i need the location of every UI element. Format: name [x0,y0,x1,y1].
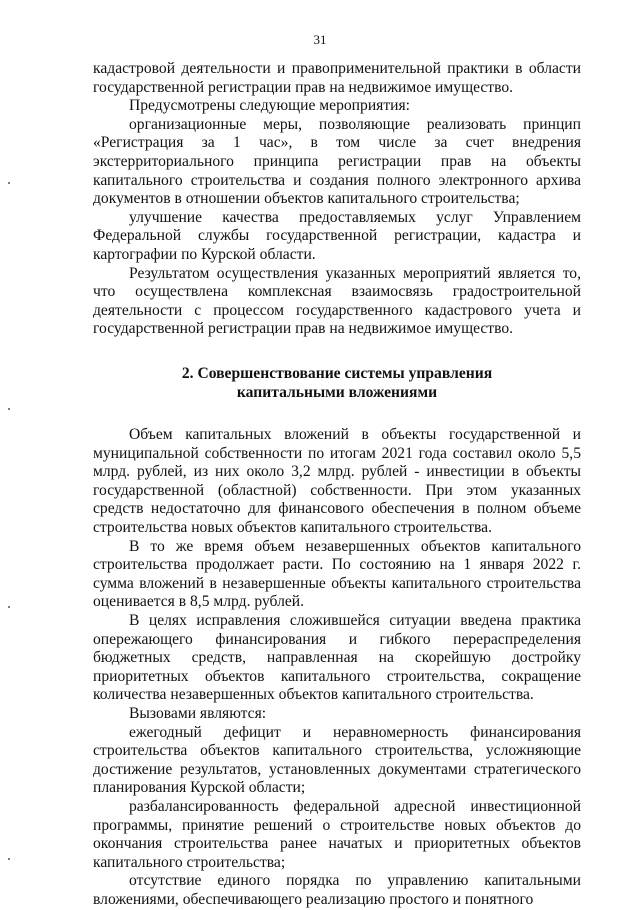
paragraph: В целях исправления сложившейся ситуации введена практика опережающего финансирования и гибкого перераспределения бюджетных средств, направленная на скорейшую достройку приоритетных объектов капитального строительства, сокращение количества незавершенных объектов капитального строительства. [93,612,581,704]
list-item: разбалансированность федеральной адресной инвестиционной программы, принятие решений о строительстве новых объектов до окончания строительства ранее начатых и приоритетных объектов капитального строительства; [93,797,581,871]
paragraph: кадастровой деятельности и правоприменительной практики в области государственной регистрации прав на недвижимое имущество. [93,60,581,96]
document-body [93,60,581,910]
section-heading-line: капитальными вложениями [236,383,438,401]
page-number: 31 [313,32,327,47]
list-item: отсутствие единого порядка по управлению капитальными вложениями, обеспечивающего реализацию простого и понятного [93,872,581,908]
list-item: организационные меры, позволяющие реализовать принцип «Регистрация за 1 час», в том числе за счет внедрения экстерриториального принципа регистрации прав на объекты капитального строительства и создания полного электронного архива документов в отношении объектов капитального строительства; [93,115,581,208]
section-heading-line: 2. Совершенствование системы управления [181,364,493,382]
paragraph: Предусмотрены следующие мероприятия: [129,97,411,115]
paragraph: В то же время объем незавершенных объектов капитального строительства продолжает расти. По состоянию на 1 января 2022 г. сумма вложений в незавершенные объекты капитального строительства оценивается в 8,5 млрд. рублей. [93,537,581,611]
scan-mark [8,182,10,184]
paragraph: Объем капитальных вложений в объекты государственной и муниципальной собственности по итогам 2021 года составил около 5,5 млрд. рублей, из них около 3,2 млрд. рублей - инвестиции в объекты государственной (областной) собственности. При этом указанных средств недостаточно для финансового обеспечения в полном объеме строительства новых объектов капитального строительства. [93,426,581,537]
paragraph: Вызовами являются: [129,705,267,722]
scan-mark [8,606,10,608]
list-item: улучшение качества предоставляемых услуг Управлением Федеральной службы государственной регистрации, кадастра и картографии по Курской области. [93,208,581,263]
scan-mark [8,858,10,860]
list-item: ежегодный дефицит и неравномерность финансирования строительства объектов капитального строительства, усложняющие достижение результатов, установленных документами стратегического планирования Курской области; [93,723,581,797]
scan-mark [8,408,10,410]
section-heading [93,365,581,402]
paragraph: Результатом осуществления указанных мероприятий является то, что осуществлена комплексная взаимосвязь градостроительной деятельности с процессом государственного кадастрового учета и государственной регистрации прав на недвижимое имущество. [93,264,581,338]
